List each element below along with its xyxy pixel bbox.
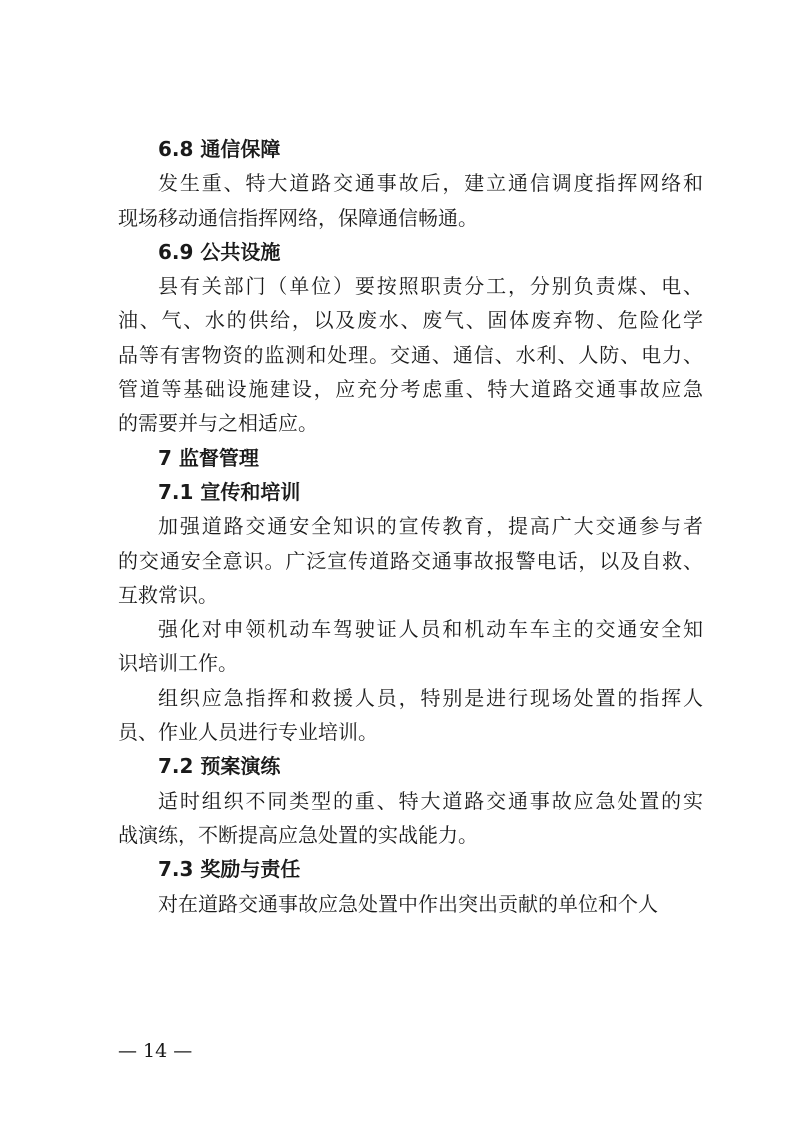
paragraph (118, 509, 703, 612)
paragraph (118, 887, 703, 921)
paragraph-line: 油、气、水的供给，以及废水、废气、固体废弃物、危险化学 (118, 308, 703, 333)
paragraph-line: 互救常识。 (118, 582, 218, 607)
paragraph-line: 强化对申领机动车驾驶证人员和机动车车主的交通安全知 (158, 617, 703, 642)
section-heading: 7.2 预案演练 (158, 754, 281, 779)
paragraph (118, 166, 703, 235)
paragraph-line: 员、作业人员进行专业培训。 (118, 720, 378, 745)
paragraph-line: 县有关部门（单位）要按照职责分工，分别负责煤、电、 (158, 274, 703, 299)
section-heading: 7 监督管理 (158, 445, 259, 470)
paragraph (118, 784, 703, 853)
page-number: — 14 — (118, 1040, 193, 1062)
paragraph-line: 品等有害物资的监测和处理。交通、通信、水利、人防、电力、 (118, 342, 703, 367)
paragraph-line: 战演练，不断提高应急处置的实战能力。 (118, 822, 478, 847)
section-heading: 6.9 公共设施 (158, 239, 281, 264)
paragraph-line: 组织应急指挥和救援人员，特别是进行现场处置的指挥人 (158, 685, 703, 710)
paragraph-line: 适时组织不同类型的重、特大道路交通事故应急处置的实 (158, 788, 703, 813)
section-heading: 6.8 通信保障 (158, 137, 281, 161)
paragraph-line: 的需要并与之相适应。 (118, 411, 318, 436)
paragraph-line: 对在道路交通事故应急处置中作出突出贡献的单位和个人 (158, 891, 658, 916)
paragraph-line: 现场移动通信指挥网络，保障通信畅通。 (118, 205, 478, 230)
paragraph (118, 269, 703, 440)
paragraph-line: 的交通安全意识。广泛宣传道路交通事故报警电话，以及自救、 (118, 548, 703, 573)
document-body (118, 132, 703, 921)
paragraph (118, 681, 703, 750)
paragraph-line: 加强道路交通安全知识的宣传教育，提高广大交通参与者 (158, 514, 703, 539)
paragraph-line: 识培训工作。 (118, 651, 238, 676)
section-heading: 7.1 宣传和培训 (158, 479, 301, 504)
paragraph-line: 管道等基础设施建设，应充分考虑重、特大道路交通事故应急 (118, 377, 703, 402)
paragraph-line: 发生重、特大道路交通事故后，建立通信调度指挥网络和 (158, 171, 703, 196)
paragraph (118, 612, 703, 681)
section-heading: 7.3 奖励与责任 (158, 857, 301, 882)
